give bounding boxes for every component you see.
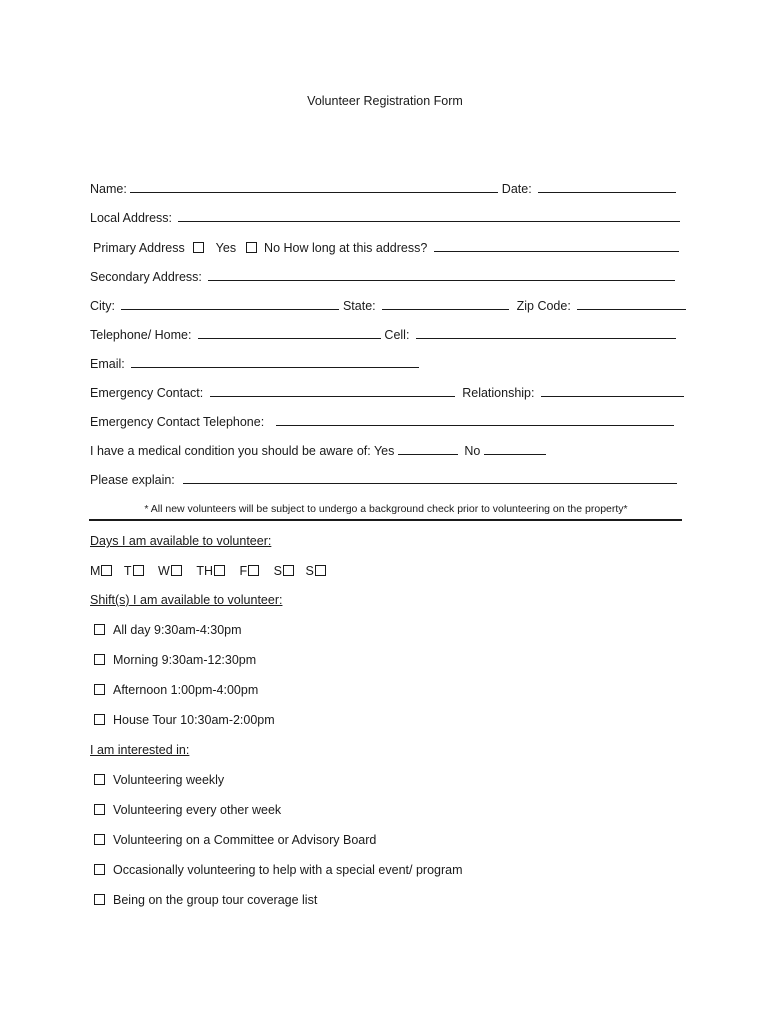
primary-address-label: Primary Address (93, 241, 185, 255)
interest-checkbox[interactable] (94, 774, 105, 785)
how-long-field[interactable] (434, 240, 679, 252)
cell-label: Cell: (384, 328, 410, 342)
primary-yes-checkbox[interactable] (193, 242, 204, 253)
interest-label: Being on the group tour coverage list (113, 893, 318, 907)
relationship-field[interactable] (541, 385, 684, 397)
interest-option[interactable] (90, 772, 224, 788)
day-label-su: S (305, 564, 314, 578)
shift-label: House Tour 10:30am-2:00pm (113, 713, 275, 727)
local-address-label: Local Address: (90, 211, 172, 225)
state-field[interactable] (382, 298, 509, 310)
interest-option[interactable] (90, 862, 463, 878)
interest-checkbox[interactable] (94, 834, 105, 845)
shift-option[interactable] (90, 622, 242, 638)
city-field[interactable] (121, 298, 339, 310)
date-field[interactable] (538, 181, 676, 193)
explain-field[interactable] (183, 472, 677, 484)
emergency-contact-label: Emergency Contact: (90, 386, 204, 400)
secondary-address-field[interactable] (208, 269, 675, 281)
email-field[interactable] (131, 356, 419, 368)
medical-yes-field[interactable] (398, 443, 458, 455)
interest-checkbox[interactable] (94, 894, 105, 905)
zip-label: Zip Code: (516, 299, 571, 313)
local-address-field[interactable] (178, 210, 680, 222)
shift-checkbox[interactable] (94, 684, 105, 695)
local-address-row (90, 210, 680, 226)
name-label: Name: (90, 182, 127, 196)
explain-row (90, 472, 677, 488)
interest-label: Occasionally volunteering to help with a special event/ program (113, 863, 463, 877)
explain-label: Please explain: (90, 473, 175, 487)
interest-option[interactable] (90, 832, 376, 848)
yes-label: Yes (215, 241, 237, 255)
interest-checkbox[interactable] (94, 864, 105, 875)
email-label: Email: (90, 357, 125, 371)
medical-no-field[interactable] (484, 443, 546, 455)
interest-option[interactable] (90, 892, 317, 908)
cell-field[interactable] (416, 327, 676, 339)
shift-checkbox[interactable] (94, 624, 105, 635)
medical-no-label: No (464, 444, 481, 458)
interest-label: Volunteering on a Committee or Advisory Board (113, 833, 377, 847)
section-divider (89, 519, 682, 521)
medical-label: I have a medical condition you should be aware of: Yes (90, 444, 395, 458)
form-title: Volunteer Registration Form (307, 94, 463, 108)
email-row (90, 356, 419, 372)
telephone-home-label: Telephone/ Home: (90, 328, 192, 342)
emergency-phone-field[interactable] (276, 414, 674, 426)
emergency-contact-row (90, 385, 684, 401)
shift-checkbox[interactable] (94, 654, 105, 665)
interest-label: Volunteering every other week (113, 803, 282, 817)
shift-label: All day 9:30am-4:30pm (113, 623, 242, 637)
day-checkbox-m[interactable] (101, 565, 112, 576)
day-checkbox-th[interactable] (214, 565, 225, 576)
telephone-home-field[interactable] (198, 327, 381, 339)
shift-label: Morning 9:30am-12:30pm (113, 653, 257, 667)
day-checkbox-su[interactable] (315, 565, 326, 576)
shifts-heading: Shift(s) I am available to volunteer: (90, 593, 283, 607)
day-label-t: T (123, 564, 132, 578)
day-label-th: TH (196, 564, 213, 578)
interests-heading: I am interested in: (90, 743, 190, 757)
name-date-row (90, 181, 676, 197)
shift-option[interactable] (90, 682, 258, 698)
days-row (90, 563, 326, 579)
medical-row (90, 443, 546, 459)
emergency-phone-label: Emergency Contact Telephone: (90, 415, 265, 429)
city-label: City: (90, 299, 115, 313)
shift-option[interactable] (90, 652, 256, 668)
how-long-label: No How long at this address? (264, 241, 428, 255)
days-heading: Days I am available to volunteer: (90, 534, 272, 548)
relationship-label: Relationship: (462, 386, 535, 400)
secondary-address-row (90, 269, 675, 285)
day-checkbox-t[interactable] (133, 565, 144, 576)
secondary-address-label: Secondary Address: (90, 270, 202, 284)
primary-no-checkbox[interactable] (246, 242, 257, 253)
day-label-w: W (158, 564, 170, 578)
primary-address-row (93, 240, 679, 256)
date-label: Date: (501, 182, 532, 196)
day-checkbox-sa[interactable] (283, 565, 294, 576)
emergency-phone-row (90, 414, 674, 430)
day-label-f: F (239, 564, 248, 578)
interest-option[interactable] (90, 802, 281, 818)
background-check-note: * All new volunteers will be subject to undergo a background check prior to volunteering on the property* (144, 503, 628, 515)
city-state-zip-row (90, 298, 686, 314)
emergency-contact-field[interactable] (210, 385, 455, 397)
state-label: State: (342, 299, 376, 313)
day-checkbox-f[interactable] (248, 565, 259, 576)
day-label-m: M (90, 564, 101, 578)
day-checkbox-w[interactable] (171, 565, 182, 576)
shift-label: Afternoon 1:00pm-4:00pm (113, 683, 259, 697)
shift-option[interactable] (90, 712, 275, 728)
interest-checkbox[interactable] (94, 804, 105, 815)
shift-checkbox[interactable] (94, 714, 105, 725)
telephone-row (90, 327, 676, 343)
interest-label: Volunteering weekly (113, 773, 225, 787)
zip-field[interactable] (577, 298, 686, 310)
day-label-sa: S (273, 564, 282, 578)
name-field[interactable] (130, 181, 498, 193)
